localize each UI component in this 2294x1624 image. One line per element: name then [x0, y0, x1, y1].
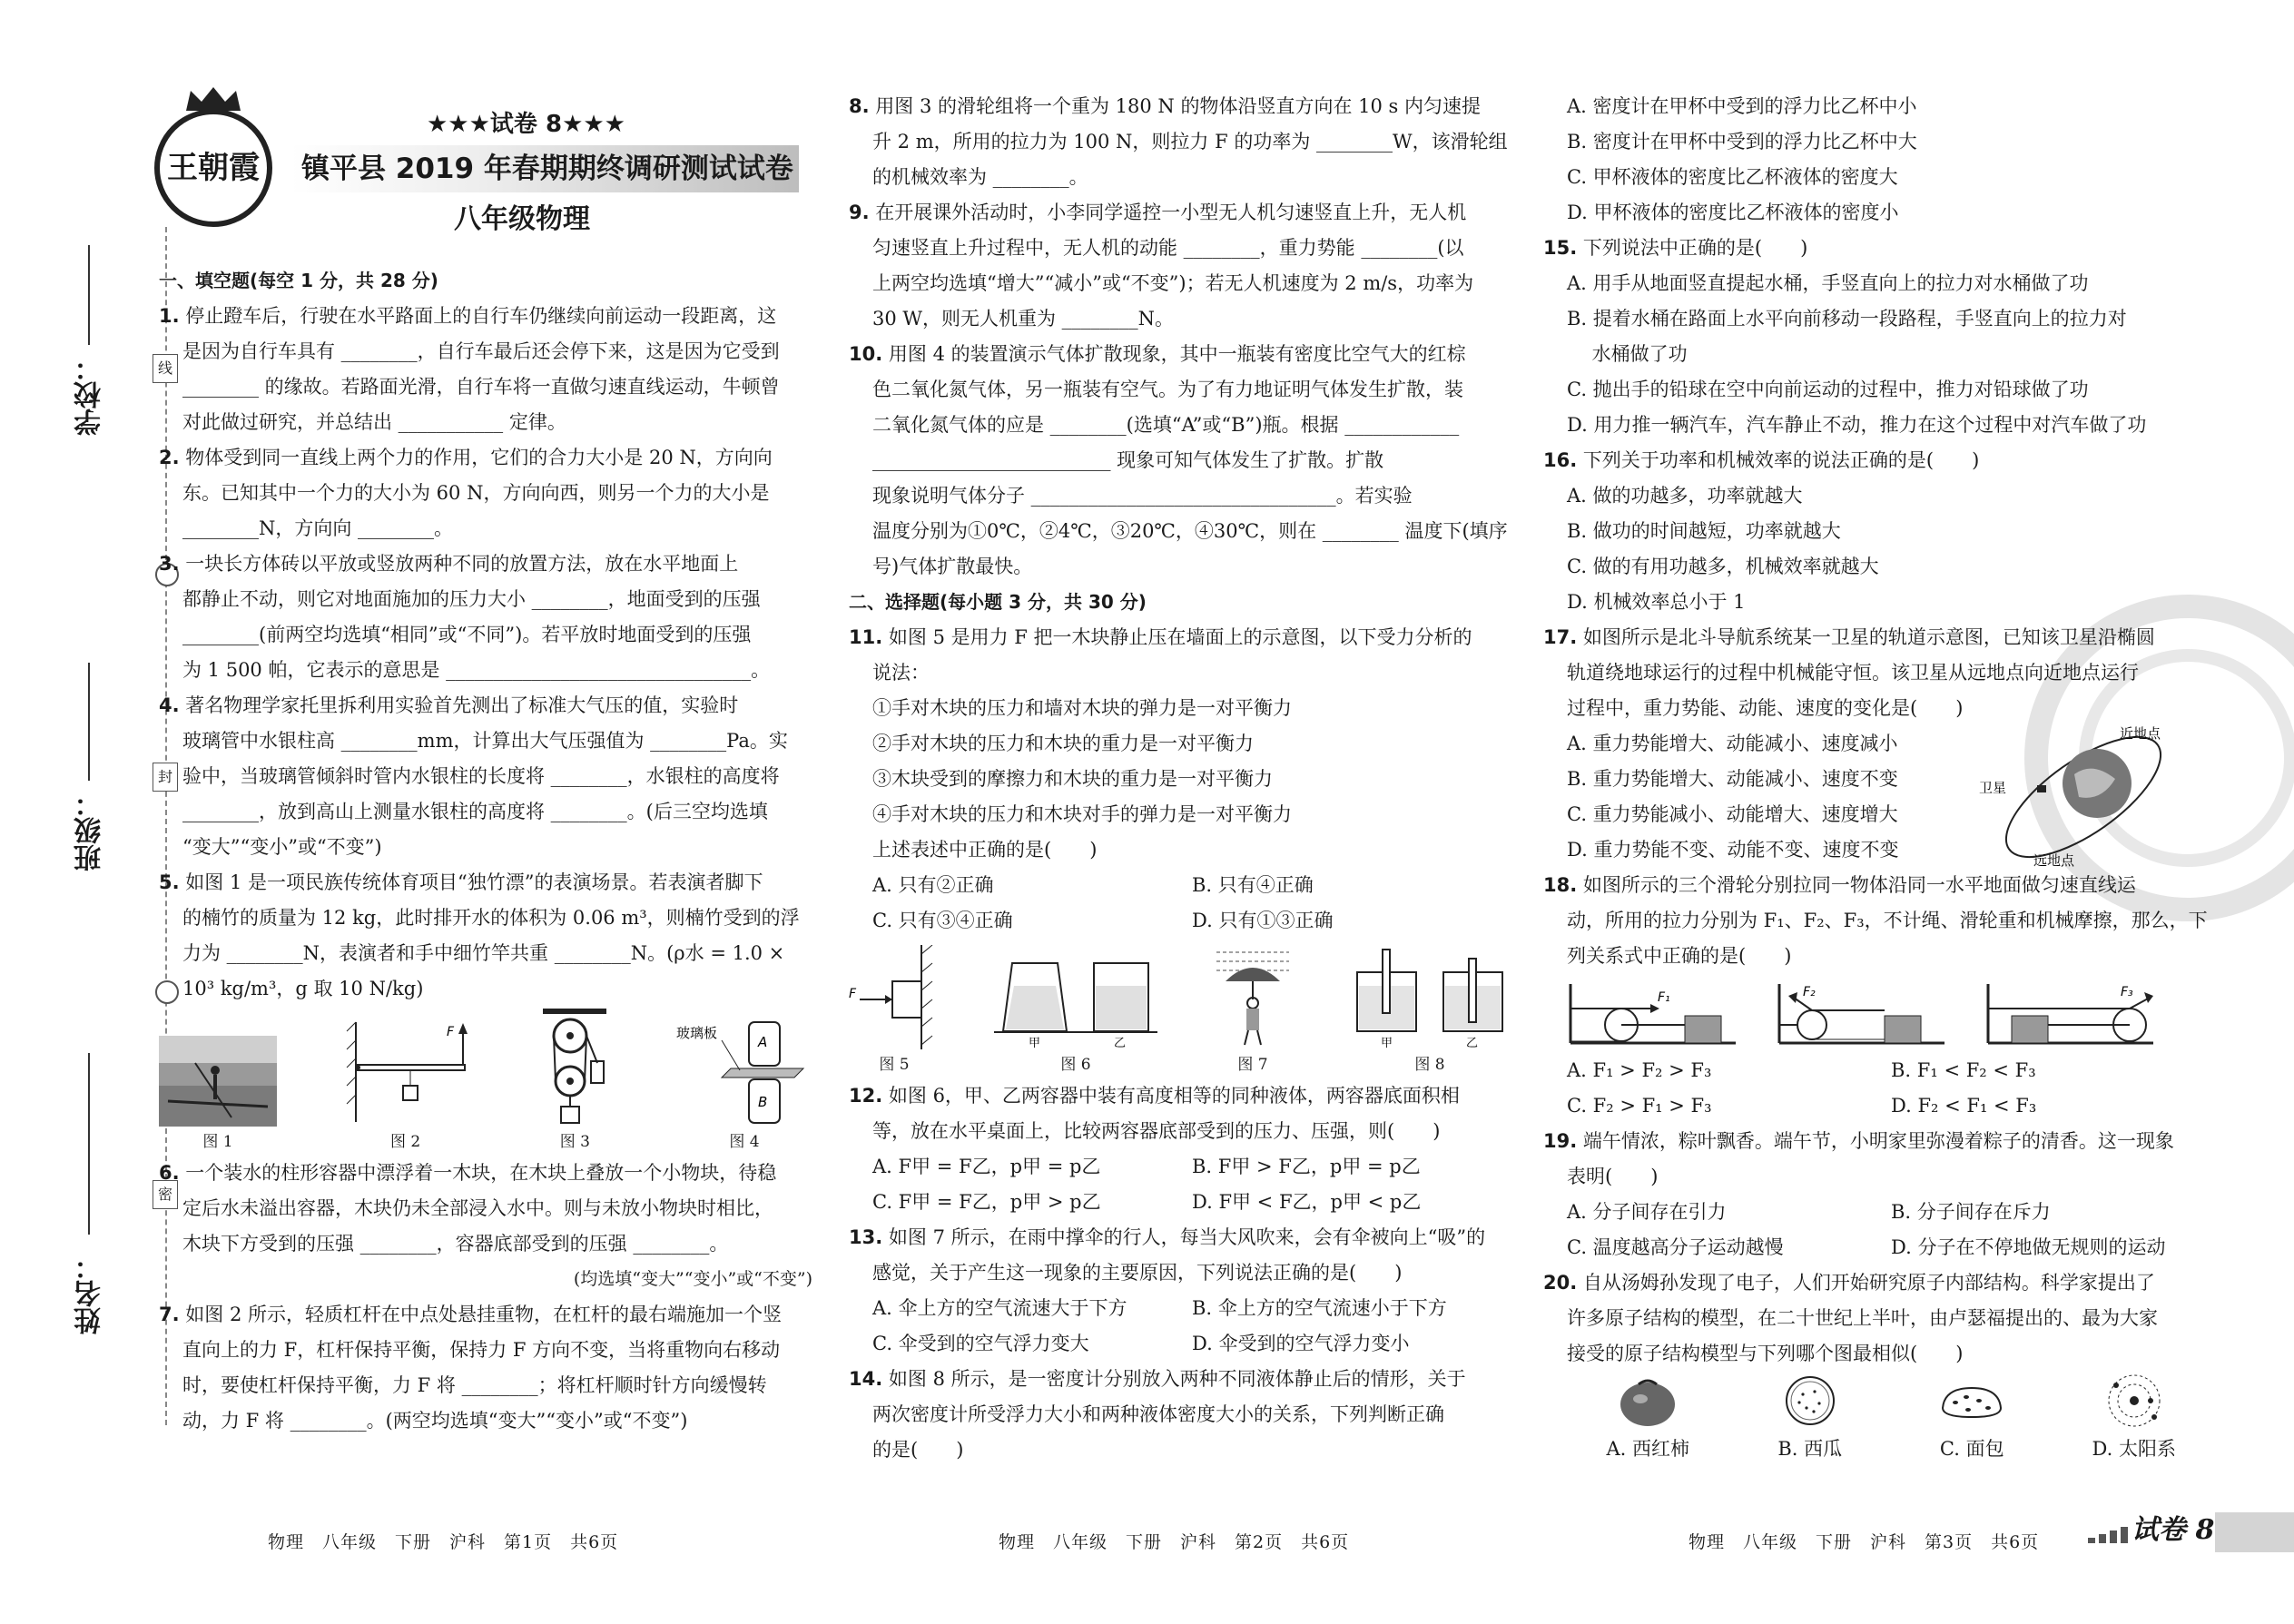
exam-tag: ★★★试卷 8★★★ — [427, 111, 625, 138]
tomato-icon — [1611, 1372, 1684, 1428]
question-number: 5. — [159, 871, 180, 893]
option-label: C. 面包 — [1939, 1438, 2004, 1460]
figure-7 — [1212, 945, 1294, 1075]
question-number: 1. — [159, 305, 180, 327]
question-12 — [849, 1078, 1511, 1220]
container-label: 甲 — [1029, 1037, 1041, 1049]
statement-item: ③木块受到的摩擦力和木块的重力是一对平衡力 — [872, 768, 1273, 790]
option-a[interactable] — [1567, 1372, 1729, 1462]
option-b[interactable]: B. 重力势能增大、动能减小、速度不变 — [1567, 768, 1898, 790]
pulley-f3-diagram — [1984, 979, 2157, 1048]
question-number: 17. — [1543, 626, 1578, 648]
question-text: 验中，当玻璃管倾斜时管内水银柱的长度将 ________，水银柱的高度将 — [182, 765, 780, 787]
option-a[interactable]: A. 用手从地面竖直提起水桶，手竖直向上的拉力对水桶做了功 — [1567, 272, 2089, 294]
option-a[interactable]: A. 做的功越多，功率就越大 — [1567, 485, 1803, 507]
question-text: 二氧化氮气体的应是 ________(选填“A”或“B”)瓶。根据 ____________ — [872, 414, 1460, 436]
question-14 — [849, 1362, 1511, 1468]
question-text: 过程中，重力势能、动能、速度的变化是( ) — [1567, 697, 1964, 719]
figure-label: 图 2 — [390, 1133, 421, 1151]
question-text: 如图 1 是一项民族传统体育项目“独竹漂”的表演场景。若表演者脚下 — [185, 871, 763, 893]
option-c[interactable]: C. F甲 = F乙，p甲 > p乙 — [872, 1191, 1101, 1213]
figure-label: 图 1 — [202, 1133, 233, 1151]
question-5 — [159, 865, 812, 1007]
question-text: 定后水未溢出容器，木块仍未全部浸入水中。则与未放小物块时相比， — [182, 1197, 773, 1219]
figure-label: 图 5 — [879, 1056, 910, 1074]
force-label: F — [849, 987, 857, 1001]
question-text: 温度分别为①0℃，②4℃，③20℃，④30℃，则在 ________ 温度下(填序 — [872, 520, 1508, 542]
question-number: 14. — [849, 1368, 883, 1390]
question-number: 20. — [1543, 1272, 1578, 1294]
question-text: 的楠竹的质量为 12 kg，此时排开水的体积为 0.06 m³，则楠竹受到的浮 — [182, 907, 800, 929]
question-number: 11. — [849, 626, 883, 648]
bread-icon — [1935, 1372, 2008, 1428]
column-3 — [1543, 89, 2215, 1462]
question-7 — [159, 1297, 812, 1439]
option-b[interactable]: B. F₁ < F₂ < F₃ — [1891, 1059, 2036, 1081]
question-number: 16. — [1543, 449, 1578, 471]
option-a[interactable]: A. 密度计在甲杯中受到的浮力比乙杯中小 — [1567, 95, 1917, 117]
option-c[interactable]: C. 重力势能减小、动能增大、速度增大 — [1567, 803, 1898, 825]
figure-6 — [994, 945, 1157, 1075]
question-text: 是因为自行车具有 ________，自行车最后还会停下来，这是因为它受到 — [182, 340, 780, 362]
option-label: D. 太阳系 — [2092, 1438, 2176, 1460]
question-text: 如图 6，甲、乙两容器中装有高度相等的同种液体，两容器底面积相 — [888, 1085, 1460, 1107]
pulley-figures — [1543, 979, 2215, 1048]
option-label: A. 西红柿 — [1606, 1438, 1690, 1460]
question-text: 用图 3 的滑轮组将一个重为 180 N 的物体沿竖直方向在 10 s 内匀速提 — [875, 95, 1481, 117]
option-d[interactable]: D. 分子在不停地做无规则的运动 — [1891, 1236, 2166, 1258]
question-number: 3. — [159, 553, 180, 575]
question-text: 时，要使杠杆保持平衡，力 F 将 ________；将杠杆顺时针方向缓慢转 — [182, 1374, 767, 1396]
figure-3 — [534, 1009, 615, 1152]
binding-mark-mi: 密 — [153, 1180, 178, 1209]
figure-8 — [1348, 945, 1511, 1075]
option-c[interactable]: C. 做的有用功越多，机械效率就越大 — [1567, 556, 1879, 577]
option-c[interactable]: C. 抛出手的铅球在空中向前运动的过程中，推力对铅球做了功 — [1567, 379, 2089, 400]
school-line — [88, 245, 90, 345]
question-text: ________ 的缘故。若路面光滑，自行车将一直做匀速直线运动，牛顿曾 — [182, 376, 780, 398]
question-text: 下列说法中正确的是( ) — [1582, 237, 1808, 259]
apogee-label: 远地点 — [2033, 852, 2075, 869]
option-d[interactable]: D. 机械效率总小于 1 — [1567, 591, 1746, 613]
question-text: 用图 4 的装置演示气体扩散现象，其中一瓶装有密度比空气大的红棕 — [888, 343, 1466, 365]
question-18 — [1543, 868, 2215, 1124]
exam-title: 镇平县 2019 年春期期终调研测试试卷 — [290, 145, 799, 192]
question-text: 如图 7 所示，在雨中撑伞的行人，每当大风吹来，会有伞被向上“吸”的 — [888, 1226, 1486, 1248]
question-11 — [849, 620, 1511, 939]
option-b[interactable]: B. 提着水桶在路面上水平向前移动一段路程，手竖直向上的拉力对 — [1567, 308, 2127, 330]
answer-options — [1543, 1195, 2215, 1265]
question-text: 表明( ) — [1567, 1166, 1659, 1187]
figures-1-4 — [159, 1016, 812, 1152]
question-text: “变大”“变小”或“不变”) — [182, 836, 382, 858]
cup-label: 甲 — [1381, 1037, 1393, 1049]
statement-item: ②手对木块的压力和木块的重力是一对平衡力 — [872, 733, 1254, 754]
figure-1 — [159, 1036, 277, 1152]
question-text: 著名物理学家托里拆利用实验首先测出了标准大气压的值，实验时 — [185, 694, 739, 716]
option-b[interactable]: B. 只有④正确 — [1192, 874, 1314, 896]
option-b[interactable]: B. 密度计在甲杯中受到的浮力比乙杯中大 — [1567, 131, 1917, 153]
question-text: 木块下方受到的压强 ________，容器底部受到的压强 ________。 — [182, 1233, 729, 1255]
question-text: 动，力 F 将 ________。(两空均选填“变大”“变小”或“不变”) — [182, 1410, 688, 1432]
question-number: 15. — [1543, 237, 1578, 259]
option-a[interactable]: A. 只有②正确 — [872, 874, 994, 896]
option-d[interactable]: D. F甲 < F乙，p甲 < p乙 — [1192, 1191, 1422, 1213]
name-line — [88, 1053, 90, 1235]
question-text: 上两空均选填“增大”“减小”或“不变”)；若无人机速度为 2 m/s，功率为 — [872, 272, 1474, 294]
question-text: ________N，方向向 ________。 — [182, 517, 454, 539]
option-c[interactable]: C. 温度越高分子运动越慢 — [1567, 1236, 1784, 1258]
option-d[interactable]: D. F₂ < F₁ < F₃ — [1891, 1095, 2037, 1117]
force-label: F — [446, 1025, 454, 1039]
question-text: 如图所示的三个滑轮分别拉同一物体沿同一水平地面做匀速直线运 — [1582, 874, 2136, 896]
option-b[interactable]: B. 伞上方的空气流速小于下方 — [1192, 1297, 1447, 1319]
figure-label: 图 7 — [1237, 1056, 1268, 1074]
bottle-b-label: B — [757, 1094, 768, 1110]
question-text: 上述表述中正确的是( ) — [872, 839, 1098, 861]
option-d[interactable]: D. 用力推一辆汽车，汽车静止不动，推力在这个过程中对汽车做了功 — [1567, 414, 2147, 436]
option-d[interactable]: D. 只有①③正确 — [1192, 910, 1334, 931]
question-15 — [1543, 231, 2215, 443]
answer-options — [1543, 1053, 2215, 1124]
subject-title: 八年级物理 — [454, 203, 590, 235]
watermelon-icon — [1774, 1372, 1846, 1428]
pulley-f1-diagram — [1567, 979, 1739, 1048]
question-number: 6. — [159, 1162, 180, 1184]
question-text: 如图 5 是用力 F 把一木块静止压在墙面上的示意图，以下受力分析的 — [888, 626, 1472, 648]
container-label: 乙 — [1114, 1037, 1127, 1049]
question-text: ________，放到高山上测量水银柱的高度将 ________。(后三空均选填 — [182, 801, 768, 822]
page-footer-3: 物理 八年级 下册 沪科 第3页 共6页 — [1689, 1532, 2040, 1552]
question-text: 如图 2 所示，轻质杠杆在中点处悬挂重物，在杠杆的最右端施加一个竖 — [185, 1304, 782, 1325]
binding-strip — [36, 227, 172, 1425]
option-b[interactable]: B. 分子间存在斥力 — [1891, 1201, 2051, 1223]
bamboo-rafting-photo — [159, 1036, 277, 1127]
question-text: 直向上的力 F，杠杆保持平衡，保持力 F 方向不变，当将重物向右移动 — [182, 1339, 781, 1361]
option-a[interactable]: A. 重力势能增大、动能减小、速度减小 — [1567, 733, 1898, 754]
option-d[interactable]: D. 重力势能不变、动能不变、速度不变 — [1567, 839, 1899, 861]
force-label: F₃ — [2121, 985, 2133, 999]
question-number: 18. — [1543, 874, 1578, 896]
solar-system-icon — [2098, 1372, 2171, 1428]
question-10 — [849, 337, 1511, 585]
option-b[interactable] — [1729, 1372, 1892, 1462]
figure-label: 图 3 — [559, 1133, 590, 1151]
cup-label: 乙 — [1466, 1037, 1479, 1049]
question-number: 7. — [159, 1304, 180, 1325]
question-text: 东。已知其中一个力的大小为 60 N，方向向西，则另一个力的大小是 — [182, 482, 770, 504]
question-number: 8. — [849, 95, 870, 117]
question-text: 自从汤姆孙发现了电子，人们开始研究原子内部结构。科学家提出了 — [1582, 1272, 2155, 1294]
two-containers-diagram — [994, 945, 1157, 1049]
question-number: 13. — [849, 1226, 883, 1248]
question-text: 为 1 500 帕，它表示的意思是 ________________________________。 — [182, 659, 771, 681]
question-8 — [849, 89, 1511, 195]
question-note: (均选填“变大”“变小”或“不变”) — [573, 1269, 812, 1289]
question-number: 19. — [1543, 1130, 1578, 1152]
question-13 — [849, 1220, 1511, 1362]
glass-plate-label: 玻璃板 — [675, 1025, 717, 1041]
question-text: 动，所用的拉力分别为 F₁、F₂、F₃，不计绳、滑轮重和机械摩擦，那么，下 — [1567, 910, 2208, 931]
logo-text: 王朝霞 — [167, 149, 260, 186]
option-a[interactable]: A. 分子间存在引力 — [1567, 1201, 1727, 1223]
pulley-f2-diagram — [1776, 979, 1948, 1048]
question-6 — [159, 1156, 812, 1297]
figures-5-8 — [849, 948, 1511, 1075]
question-text: 升 2 m，所用的拉力为 100 N，则拉力 F 的功率为 ________W，该滑轮组 — [872, 131, 1508, 153]
option-d[interactable]: D. 伞受到的空气浮力变小 — [1192, 1333, 1410, 1354]
question-text: _________________________ 现象可知气体发生了扩散。扩散 — [872, 449, 1384, 471]
option-d[interactable]: D. 甲杯液体的密度比乙杯液体的密度小 — [1567, 202, 1899, 223]
answer-options — [849, 868, 1511, 939]
question-text: 两次密度计所受浮力大小和两种液体密度大小的关系，下列判断正确 — [872, 1403, 1444, 1425]
satellite-label: 卫星 — [1979, 780, 2007, 796]
question-19 — [1543, 1124, 2215, 1265]
question-text: 如图所示是北斗导航系统某一卫星的轨道示意图，已知该卫星沿椭圆 — [1582, 626, 2155, 648]
class-label: 班级： — [74, 790, 106, 871]
answer-options — [849, 1291, 1511, 1362]
option-c[interactable]: C. 伞受到的空气浮力变大 — [872, 1333, 1089, 1354]
option-a[interactable]: A. F₁ > F₂ > F₃ — [1567, 1059, 1712, 1081]
question-text: 匀速竖直上升过程中，无人机的动能 ________，重力势能 ________(以 — [872, 237, 1464, 259]
question-text: 30 W，则无人机重为 ________N。 — [872, 308, 1175, 330]
figure-2 — [338, 1018, 474, 1152]
question-text: 现象说明气体分子 ________________________________。若实验 — [872, 485, 1413, 507]
column-1 — [159, 263, 812, 1439]
lever-diagram — [338, 1018, 474, 1127]
footer-decoration — [2088, 1525, 2128, 1543]
option-a[interactable]: A. 伞上方的空气流速大于下方 — [872, 1297, 1127, 1319]
question-9 — [849, 195, 1511, 337]
option-c[interactable]: C. F₂ > F₁ > F₃ — [1567, 1095, 1712, 1117]
section-fill-blank: 一、填空题(每空 1 分，共 28 分) — [159, 270, 438, 291]
atom-model-options — [1543, 1372, 2215, 1462]
question-20 — [1543, 1265, 2215, 1462]
hydrometer-cups-diagram — [1348, 945, 1511, 1049]
column-2 — [849, 89, 1511, 1468]
figure-5 — [849, 945, 940, 1075]
question-text: 色二氧化氮气体，另一瓶装有空气。为了有力地证明气体发生扩散，装 — [872, 379, 1463, 400]
question-text: 说法： — [872, 662, 930, 684]
question-1 — [159, 299, 812, 440]
answer-options — [849, 1149, 1511, 1220]
question-text: 物体受到同一直线上两个力的作用，它们的合力大小是 20 N，方向向 — [185, 447, 773, 468]
question-text: 如图 8 所示，是一密度计分别放入两种不同液体静止后的情形，关于 — [888, 1368, 1466, 1390]
binding-mark-feng: 封 — [153, 763, 178, 792]
question-text: 玻璃管中水银柱高 ________mm，计算出大气压强值为 ________Pa。实 — [182, 730, 788, 752]
figure-label: 图 8 — [1414, 1056, 1445, 1074]
option-b[interactable]: B. F甲 > F乙，p甲 = p乙 — [1192, 1156, 1421, 1177]
question-number: 9. — [849, 202, 870, 223]
question-number: 12. — [849, 1085, 883, 1107]
bottle-a-label: A — [757, 1034, 768, 1050]
question-number: 2. — [159, 447, 180, 468]
footer-bar — [2215, 1512, 2294, 1552]
figure-label: 图 4 — [729, 1133, 760, 1151]
pulley-diagram — [534, 1009, 615, 1127]
satellite-orbit-diagram — [1979, 720, 2188, 874]
question-text: 感觉，关于产生这一现象的主要原因，下列说法正确的是( ) — [872, 1262, 1403, 1284]
option-c[interactable]: C. 只有③④正确 — [872, 910, 1013, 931]
question-text: 列关系式中正确的是( ) — [1567, 945, 1792, 967]
question-text: 力为 ________N，表演者和手中细竹竿共重 ________N。(ρ水 = 1.0 × — [182, 942, 785, 964]
question-text: 端午情浓，粽叶飘香。端午节，小明家里弥漫着粽子的清香。这一现象 — [1582, 1130, 2174, 1152]
option-b[interactable]: B. 做功的时间越短，功率就越大 — [1567, 520, 1841, 542]
question-text: 10³ kg/m³，g 取 10 N/kg) — [182, 978, 424, 999]
exam-header — [154, 100, 799, 245]
question-3 — [159, 546, 812, 688]
option-d[interactable] — [2053, 1372, 2216, 1462]
umbrella-pedestrian-diagram — [1212, 945, 1294, 1049]
question-14-options — [1543, 89, 2215, 231]
question-text: 的机械效率为 ________。 — [872, 166, 1088, 188]
question-text: 许多原子结构的模型，在二十世纪上半叶，由卢瑟福提出的、最为大家 — [1567, 1307, 2158, 1329]
question-number: 10. — [849, 343, 883, 365]
name-label: 姓名： — [74, 1253, 106, 1334]
option-b-cont: 水桶做了功 — [1567, 343, 1688, 365]
section-multiple-choice: 二、选择题(每小题 3 分，共 30 分) — [849, 591, 1147, 613]
question-text: 一块长方体砖以平放或竖放两种不同的放置方法，放在水平地面上 — [185, 553, 739, 575]
question-text: ________(前两空均选填“相同”或“不同”)。若平放时地面受到的压强 — [182, 624, 752, 645]
class-line — [88, 663, 90, 781]
school-label: 学校： — [74, 354, 106, 436]
question-text: 接受的原子结构模型与下列哪个图最相似( ) — [1567, 1343, 1964, 1364]
question-text: 号)气体扩散最快。 — [872, 556, 1033, 577]
question-text: 一个装水的柱形容器中漂浮着一木块，在木块上叠放一个小物块，待稳 — [185, 1162, 777, 1184]
figure-label: 图 6 — [1060, 1056, 1091, 1074]
publisher-logo — [154, 109, 272, 227]
force-label: F₂ — [1803, 985, 1816, 999]
wall-block-diagram — [849, 945, 940, 1049]
force-label: F₁ — [1658, 990, 1670, 1005]
question-text: 轨道绕地球运行的过程中机械能守恒。该卫星从远地点向近地点运行 — [1567, 662, 2139, 684]
question-text: 在开展课外活动时，小李同学遥控一小型无人机匀速竖直上升，无人机 — [875, 202, 1467, 223]
statement-item: ①手对木块的压力和墙对木块的弹力是一对平衡力 — [872, 697, 1292, 719]
question-4 — [159, 688, 812, 865]
question-text: 的是( ) — [872, 1439, 964, 1461]
page-footer-1: 物理 八年级 下册 沪科 第1页 共6页 — [268, 1532, 619, 1552]
page-footer-2: 物理 八年级 下册 沪科 第2页 共6页 — [999, 1532, 1350, 1552]
footer-exam-tag: 试卷 8 — [2132, 1514, 2215, 1546]
gas-diffusion-bottles — [676, 1018, 812, 1127]
binding-mark-xian: 线 — [153, 354, 178, 383]
question-2 — [159, 440, 812, 546]
option-c[interactable]: C. 甲杯液体的密度比乙杯液体的密度大 — [1567, 166, 1898, 188]
statement-item: ④手对木块的压力和木块对手的弹力是一对平衡力 — [872, 803, 1292, 825]
question-16 — [1543, 443, 2215, 620]
question-text: 下列关于功率和机械效率的说法正确的是( ) — [1582, 449, 1980, 471]
question-text: 停止蹬车后，行驶在水平路面上的自行车仍继续向前运动一段距离，这 — [185, 305, 777, 327]
question-text: 等，放在水平桌面上，比较两容器底部受到的压力、压强，则( ) — [872, 1120, 1441, 1142]
question-number: 4. — [159, 694, 180, 716]
question-text: 对此做过研究，并总结出 ___________ 定律。 — [182, 411, 566, 433]
option-label: B. 西瓜 — [1777, 1438, 1843, 1460]
perigee-label: 近地点 — [2120, 725, 2161, 742]
option-a[interactable]: A. F甲 = F乙，p甲 = p乙 — [872, 1156, 1101, 1177]
figure-4 — [676, 1018, 812, 1152]
question-text: 都静止不动，则它对地面施加的压力大小 ________，地面受到的压强 — [182, 588, 761, 610]
option-c[interactable] — [1891, 1372, 2053, 1462]
question-17 — [1543, 620, 2215, 868]
